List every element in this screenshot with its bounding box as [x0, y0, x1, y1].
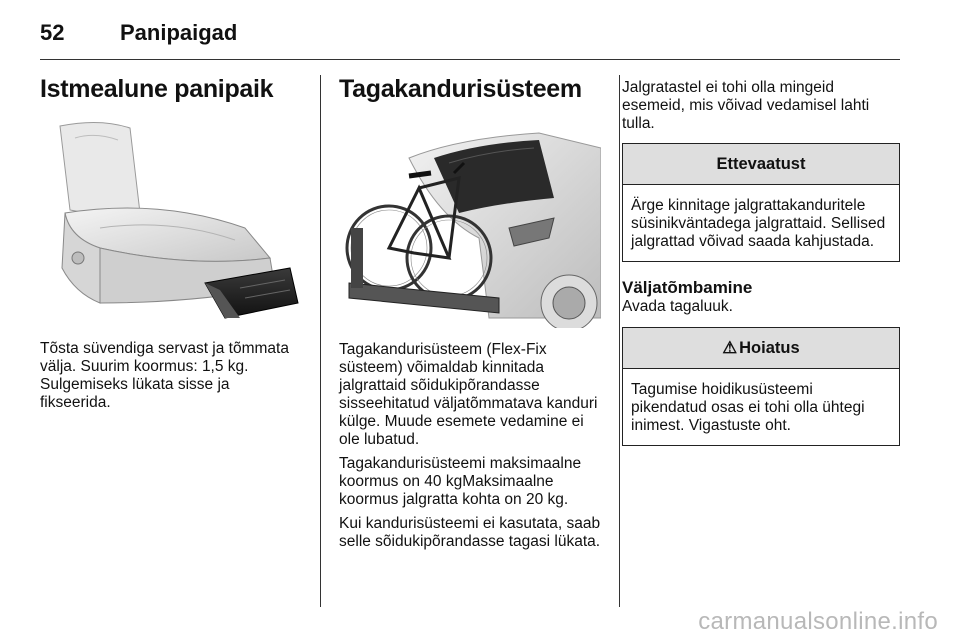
warning-text: Tagumise hoidikusüsteemi pikendatud osas ei tohi olla ühtegi inimest. Vigastuste oht. [631, 381, 865, 434]
carrier-heading: Tagakandurisüsteem [339, 75, 582, 103]
carrier-paragraph-3: Kui kandurisüsteemi ei kasutata, saab selle sõidukipõrandasse tagasi lükata. [339, 515, 601, 550]
column-divider-2 [619, 75, 620, 607]
column-right [622, 75, 900, 446]
watermark: carmanualsonline.info [698, 608, 938, 635]
pull-out-text: Avada tagaluuk. [622, 298, 733, 315]
column-middle [339, 75, 601, 551]
caution-text: Ärge kinnitage jalgrattakanduritele süsinikväntadega jalgrattaid. Sellised jalgrattad võivad saada kahjustada. [631, 197, 886, 250]
underseat-heading: Istmealune panipaik [40, 75, 274, 103]
page-number: 52 [40, 20, 65, 45]
warning-title: Hoiatus [739, 339, 800, 357]
bicycle-intro-text: Jalgratastel ei tohi olla mingeid esemeid, mis võivad vedamisel lahti tulla. [622, 79, 870, 132]
caution-box [622, 143, 900, 262]
carrier-paragraph-1: Tagakandurisüsteem (Flex-Fix süsteem) võimaldab kinnitada jalgrattaid sõidukipõrandasse sisseehitatud väljatõmmatava kanduri külge. Muude esemete vedamine ei ole lubatud. [339, 341, 598, 448]
caution-title: Ettevaatust [623, 144, 899, 185]
warning-box [622, 327, 900, 446]
carrier-paragraph-2: Tagakandurisüsteemi maksimaalne koormus on 40 kgMaksimaalne koormus jalgratta kohta on 20 kg. [339, 455, 582, 508]
section-title: Panipaigad [120, 20, 238, 45]
column-left [40, 75, 302, 412]
warning-title-row [623, 328, 899, 369]
underseat-drawer-illustration [40, 118, 302, 328]
underseat-text: Tõsta süvendiga servast ja tõmmata välja. Suurim koormus: 1,5 kg. Sulgemiseks lükata sisse ja fikseerida. [40, 340, 289, 411]
pull-out-heading: Väljatõmbamine [622, 278, 753, 297]
header-rule [40, 59, 900, 60]
bicycle-carrier-illustration [339, 118, 601, 328]
warning-icon: ⚠ [722, 339, 738, 357]
column-divider-1 [320, 75, 321, 607]
